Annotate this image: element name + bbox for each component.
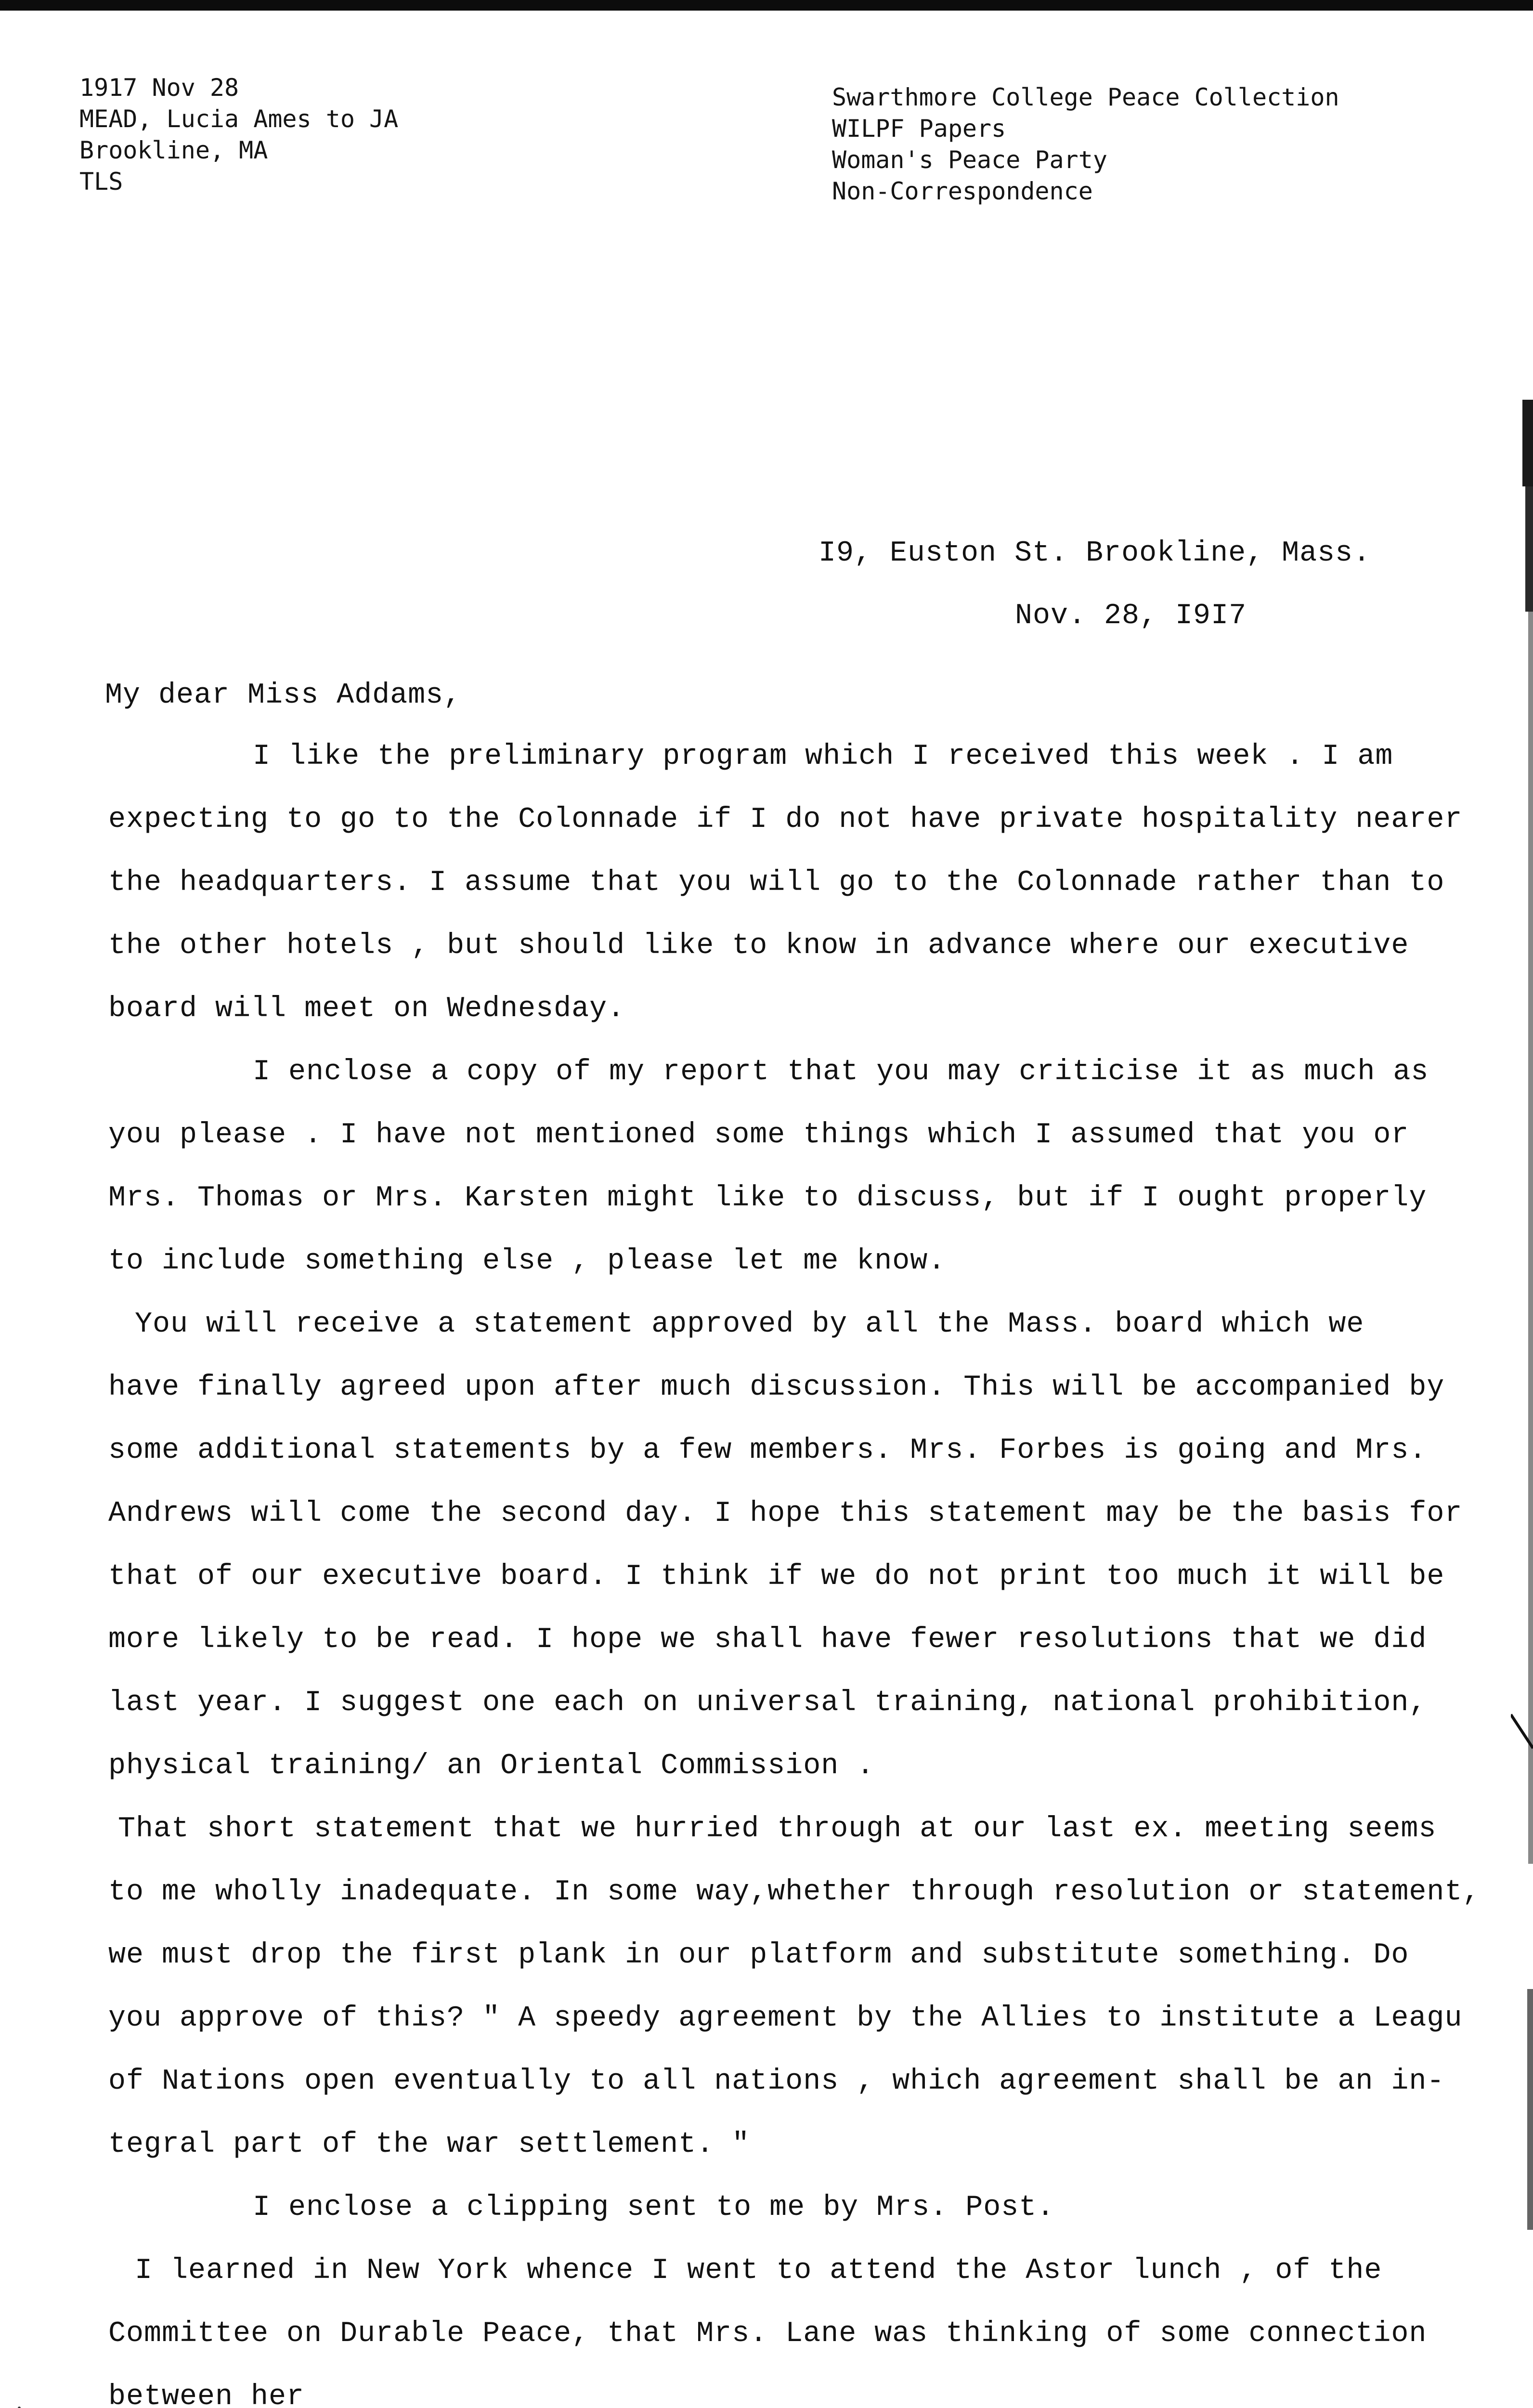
scan-edge-mark (1511, 400, 1533, 2408)
letter-line: Mrs. Thomas or Mrs. Karsten might like to discuss, but if I ought properly (108, 1182, 1427, 1215)
letter-line: to include something else , please let me know. (108, 1245, 946, 1278)
archive-place: Brookline, MA (79, 136, 268, 164)
letter-address: I9, Euston St. Brookline, Mass. (818, 537, 1371, 570)
letter-line: I enclose a clipping sent to me by Mrs. Post. (253, 2191, 1055, 2224)
scan-noise (0, 2398, 1533, 2408)
archive-type: TLS (79, 168, 123, 196)
letter-line: some additional statements by a few members. Mrs. Forbes is going and Mrs. (108, 1434, 1427, 1467)
letter-line: have finally agreed upon after much discussion. This will be accompanied by (108, 1371, 1445, 1404)
archive-header (79, 72, 705, 197)
archive-correspondent: MEAD, Lucia Ames to JA (79, 105, 399, 133)
letter-line: between her (108, 2381, 305, 2408)
letter-body (108, 725, 1481, 2408)
letter-line: we must drop the first plank in our platform and substitute something. Do (108, 1939, 1409, 1972)
letter-date: Nov. 28, I9I7 (1015, 600, 1247, 632)
scan-top-border (0, 0, 1533, 11)
letter-line: expecting to go to the Colonnade if I do not have private hospitality nearer (108, 803, 1463, 836)
letter-line: that of our executive board. I think if we do not print too much it will be (108, 1560, 1445, 1593)
letter-line: Committee on Durable Peace, that Mrs. Lane was thinking of some connection (108, 2317, 1427, 2350)
letter-line: the other hotels , but should like to know in advance where our executive (108, 929, 1409, 962)
letter-line: tegral part of the war settlement. " (108, 2128, 750, 2161)
letter-line: Andrews will come the second day. I hope this statement may be the basis for (108, 1497, 1463, 1530)
collection-papers: WILPF Papers (832, 115, 1006, 143)
letter-line: to me wholly inadequate. In some way,whether through resolution or statement, (108, 1876, 1481, 1909)
letter-line: I enclose a copy of my report that you may criticise it as much as (253, 1056, 1429, 1088)
letter-line: I like the preliminary program which I received this week . I am (253, 740, 1393, 773)
collection-series: Woman's Peace Party (832, 146, 1107, 174)
letter-line: the headquarters. I assume that you will go to the Colonnade rather than to (108, 866, 1445, 899)
letter-line: You will receive a statement approved by all the Mass. board which we (135, 1308, 1364, 1341)
collection-subseries: Non-Correspondence (832, 177, 1093, 205)
collection-name: Swarthmore College Peace Collection (832, 83, 1339, 111)
letter-line: That short statement that we hurried through at our last ex. meeting seems (118, 1813, 1437, 1845)
letter-line: board will meet on Wednesday. (108, 993, 625, 1025)
letter-line: more likely to be read. I hope we shall have fewer resolutions that we did (108, 1623, 1427, 1656)
letter-line: last year. I suggest one each on universal training, national prohibition, (108, 1687, 1427, 1719)
letter-line: you please . I have not mentioned some things which I assumed that you or (108, 1119, 1409, 1152)
letter-line: I learned in New York whence I went to attend the Astor lunch , of the (135, 2254, 1382, 2287)
letter-line: of Nations open eventually to all nations , which agreement shall be an in- (108, 2065, 1445, 2098)
archive-date: 1917 Nov 28 (79, 74, 239, 102)
letter-line: you approve of this? " A speedy agreement by the Allies to institute a Leagu (108, 2002, 1463, 2035)
letter-salutation: My dear Miss Addams, (105, 679, 462, 712)
collection-header (832, 82, 1506, 207)
letter-line: physical training/ an Oriental Commission . (108, 1750, 875, 1782)
